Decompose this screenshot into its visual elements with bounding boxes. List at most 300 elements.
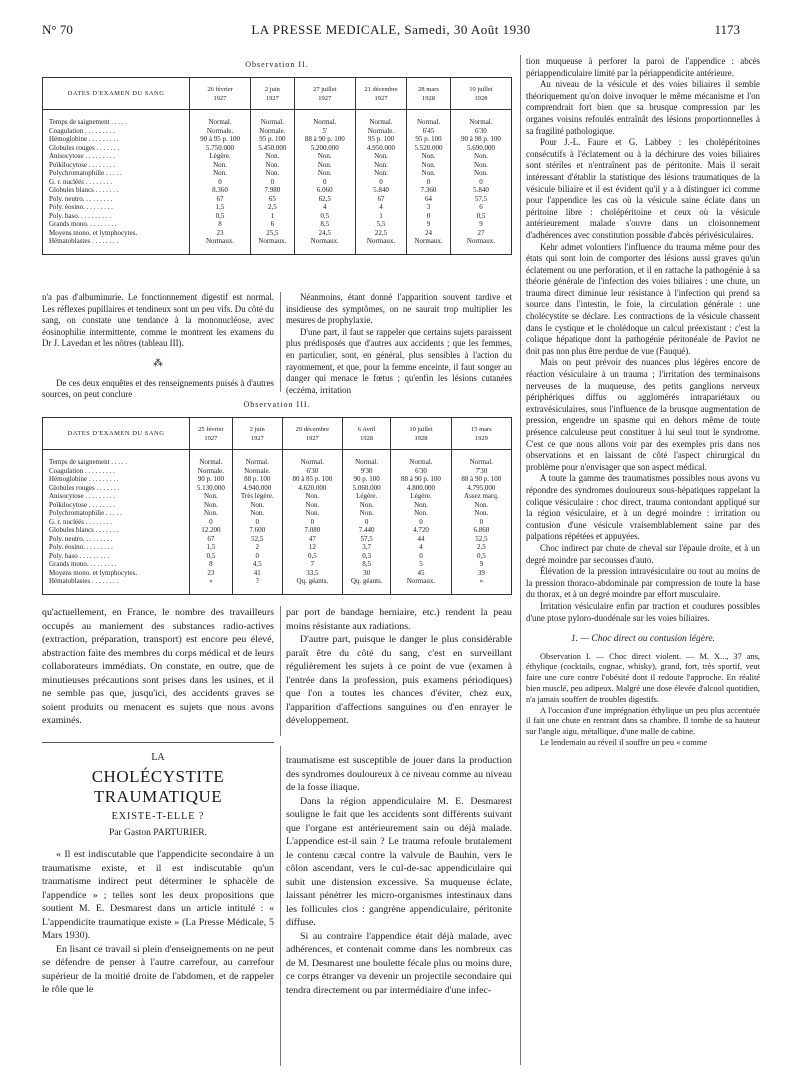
paragraph: Choc indirect par chute de cheval sur l'épaule droite, et à un degré moindre par secousses d'auto. (526, 542, 760, 565)
table-cell: 25,5 (251, 229, 295, 238)
table-cell: Non. (251, 161, 295, 170)
table-row (43, 135, 512, 144)
table-cell: Normaux. (294, 237, 355, 246)
table-cell: 41 (232, 569, 282, 578)
row-label: Hématoblastes . . . . . . . . (49, 237, 119, 245)
obs3-col-header: DATES D'EXAMEN DU SANG (43, 418, 190, 450)
table-cell: 1,5 (190, 543, 233, 552)
table-cell: 1,5 (190, 203, 251, 212)
table-spacer-cell (282, 450, 342, 459)
table-cell: 95 p. 100 (251, 135, 295, 144)
article-right-column (526, 56, 760, 749)
table-cell: 8 (190, 560, 233, 569)
table-cell: 7.440 (343, 526, 391, 535)
table-row (43, 501, 512, 510)
table-spacer-cell (451, 586, 511, 595)
row-label: Moyens mono. et lymphocytes. (49, 228, 138, 237)
table-spacer-cell (43, 246, 190, 255)
row-label: Poly. neutro. . . . . . . . . (49, 534, 113, 543)
table-cell: » (451, 577, 511, 586)
table-cell: 7.360 (407, 186, 451, 195)
table-cell: 88 à 90 p. 100 (451, 475, 511, 484)
table-cell: 5.450.000 (251, 144, 295, 153)
table-spacer-cell (282, 586, 342, 595)
table-cell: 9 (407, 220, 451, 229)
table-cell: Normal. (251, 118, 295, 127)
row-label: Hématoblastes . . . . . . . . (49, 577, 119, 585)
table-cell: 27 (450, 229, 511, 238)
obs3-date-day: 6 Avril (357, 425, 376, 433)
paragraph: Élévation de la pression intravésiculaire ou tout au moins de la pression thoraco-abdominale par compression de toute la base du thorax, et à un degré moindre par effort musculaire. (526, 566, 760, 600)
paragraph: Pour J.-L. Faure et G. Labbey : les cholépéritoines consécutifs à l'éclatement ou à la déchirure des voies biliaires sont stériles et n'entraînent pas de péritonite. Mais il serait intéressant d'établir la statistique des lésions traumatiques de la vésicule biliaire et il est évident qu'il y a à distinguer ici comme pour l'appendice les cas où la vésicule saine éclate dans un péritoine libre : cholépéritoine et ceux où la vésicule antérieurement malade s'ouvre dans un cloisonnement d'adhérences avec constitution possible d'abcès périvésiculaires. (526, 137, 760, 240)
obs2-date-header (407, 78, 451, 110)
table-cell: 0,5 (190, 212, 251, 221)
table-cell: Non. (232, 509, 282, 518)
table-cell: 30 (343, 569, 391, 578)
row-label: Hémoglobine . . . . . . . . . (49, 135, 119, 143)
table-cell: Normal. (294, 118, 355, 127)
obs3-date-day: 10 juillet (409, 425, 433, 433)
paragraph: Mais on peut prévoir des nuances plus légères encore de réaction vésiculaire à un trauma ; l'irritation des terminaisons nerveuses de la muqueuse, des petits ganglions nerveux périphériques diffus ou agglomérés intrapariétaux ou extravésiculaires, sous l'influence de la brusque augmentation de pression, engendre un spasme qui en dehors même de toute présence calculeuse peut constituer à lui seul tout le syndrome. C'est ce que nous allons voir par des exemples pris dans nos observations et en laissant de côté l'aspect chirurgical du problème pour n'envisager que son aspect médical. (526, 357, 760, 472)
table-cell: 4.950.000 (355, 144, 406, 153)
table-spacer-cell (232, 450, 282, 459)
paragraph: Kehr admet volontiers l'influence du trauma même pour des états qui sont loin de comporter des lésions aussi graves qu'un éclatement ou une perforation, et il en rattache la pathogénie à sa théorie générale de l'infection des voies biliaires : une chute, un trauma direct diminue leur résistance à l'infection qui prend sa source dans l'intestin, le foie, la circulation générale : une cholécystite se déclare. Les contractions de la vésicule chassent dans le cystique et le cholédoque un calcul préexistant : c'est la colique hépatique dont la pathogénie péritonéale de Paviot ne doit pas non plus être perdue de vue (Fauqué). (526, 241, 760, 356)
obs3-date-year: 1928 (414, 434, 428, 442)
table-cell: 0,5 (294, 212, 355, 221)
table-cell: 8 (190, 220, 251, 229)
table-cell: 5 (391, 560, 451, 569)
table-spacer-cell (251, 246, 295, 255)
table-spacer-cell (190, 246, 251, 255)
table-cell: 8.360 (190, 186, 251, 195)
table-row (43, 569, 512, 578)
table-spacer-row (43, 246, 512, 255)
table-cell: Qq. géants. (282, 577, 342, 586)
table-cell: 90 p. 100 (343, 475, 391, 484)
table-cell: 80 à 85 p. 100 (282, 475, 342, 484)
obs3-date-header (190, 418, 233, 450)
table-cell: Non. (282, 509, 342, 518)
obs2-date-header (294, 78, 355, 110)
table-cell: 4 (294, 203, 355, 212)
table-spacer-cell (251, 110, 295, 119)
table-cell: Normaux. (251, 237, 295, 246)
paragraph: tion muqueuse à perforer la paroi de l'appendice : abcès périappendiculaire limité par la périappendicite antérieure. (526, 56, 760, 78)
paragraph: A toute la gamme des traumatismes possibles nous avons vu répondre des syndromes douloureux sous-hépatiques rappelant la colique vésiculaire : choc direct, trauma contondant appliqué sur la région vésiculaire, et à un degré moindre : irritation ou contusion d'une vésicule vraisemblablement saine par des palpations répétées et appuyées. (526, 473, 760, 542)
obs2-date-header (251, 78, 295, 110)
row-label: Poly. baso. . . . . . . . . . (49, 211, 111, 220)
article-title: CHOLÉCYSTITE TRAUMATIQUE (91, 767, 225, 806)
table-row (43, 186, 512, 195)
table-row (43, 169, 512, 178)
table-cell: 90 à 98 p. 100 (450, 135, 511, 144)
table-cell: Normal. (355, 118, 406, 127)
table-cell: 1 (251, 212, 295, 221)
obs3-date-year: 1927 (305, 434, 319, 442)
paragraph: traumatisme est susceptible de jouer dans la production des syndromes douloureux à ce niveau comme au niveau de la fosse iliaque. (286, 755, 512, 793)
table-spacer-cell (407, 110, 451, 119)
table-cell: 0 (407, 212, 451, 221)
issue-date: Samedi, 30 Août 1930 (404, 22, 531, 37)
table-cell: Normal. (391, 458, 451, 467)
table-cell: 62,5 (294, 195, 355, 204)
obs2-date-header (450, 78, 511, 110)
table-cell: 4.940.000 (232, 484, 282, 493)
issue-number: N° 70 (42, 22, 73, 37)
table-cell: Non. (407, 169, 451, 178)
table-spacer-cell (451, 450, 511, 459)
table-row (43, 152, 512, 161)
text-block-mid-low (286, 606, 512, 728)
obs3-date-header (343, 418, 391, 450)
table-cell: Non. (282, 501, 342, 510)
table-spacer-cell (294, 110, 355, 119)
table-cell: Non. (251, 152, 295, 161)
table-cell: 0 (190, 178, 251, 187)
table-cell: 5.130.000 (190, 484, 233, 493)
table-cell: 67 (355, 195, 406, 204)
table-cell: Non. (294, 152, 355, 161)
obs2-date-year: 1928 (474, 94, 488, 102)
table-cell: 4.720 (391, 526, 451, 535)
table-row (43, 518, 512, 527)
obs3-date-header (282, 418, 342, 450)
table-cell: 88 p. 100 (232, 475, 282, 484)
table-cell: 23 (190, 229, 251, 238)
table-spacer-cell (190, 110, 251, 119)
table-cell: 6.860 (451, 526, 511, 535)
table-cell: 0,5 (282, 552, 342, 561)
table-cell: Non. (343, 501, 391, 510)
table-cell: Non. (451, 509, 511, 518)
table-cell: 8,5 (343, 560, 391, 569)
article-left-column (42, 746, 274, 997)
page-number: 1173 (714, 22, 740, 37)
table-cell: 22,5 (355, 229, 406, 238)
table-row (43, 161, 512, 170)
table-cell: 5.520.000 (407, 144, 451, 153)
paragraph: D'autre part, puisque le danger le plus considérable paraît être du côté du sang, c'est en surveillant régulièrement les sujets à ce point de vue (examen à l'entrée dans la profession, puis examens périodiques) que l'on a toutes les chances d'éviter, chez eux, l'apparition d'affections sanguines ou d'en enrayer le développement. (286, 634, 512, 726)
table-row (43, 492, 512, 501)
table-cell: 6'30 (391, 467, 451, 476)
table-cell: Normale. (251, 127, 295, 136)
table-cell: 4.800.000 (391, 484, 451, 493)
table-spacer-cell (43, 450, 190, 459)
page-header (42, 22, 740, 38)
table-cell: 95 p. 100 (355, 135, 406, 144)
paragraph: par port de bandage herniaire, etc.) rendent la peau moins résistante aux radiations. (286, 607, 512, 632)
table-cell: Non. (450, 169, 511, 178)
row-label: Moyens mono. et lymphocytes. (49, 568, 138, 577)
paragraph: Le lendemain au réveil il souffre un peu « comme (540, 738, 708, 748)
obs2-title: Observation II. (245, 60, 309, 69)
table-row (43, 195, 512, 204)
paragraph: Au niveau de la vésicule et des voies biliaires il semble théoriquement qu'on doive invoquer le même mécanisme et l'on comprendrait fort bien que sa brusque compression par les organes voisins refoulés entraînât des lésions proportionnelles à sa fragilité pathologique. (526, 79, 760, 136)
table-cell: Normaux. (355, 237, 406, 246)
table-cell: 5.060.000 (343, 484, 391, 493)
paragraph: D'une part, il faut se rappeler que certains sujets paraissent plus prédisposés que d'autres aux accidents ; que les femmes, en particulier, sont, en général, plus sensibles à l'action du rayonnement, et que, pour la femme enceinte, il faut songer au danger qui menace le fœtus ; qu'enfin les lésions cutanées (eczéma, irritation (286, 326, 512, 395)
table-cell: Non. (190, 169, 251, 178)
table-cell: 5.840 (355, 186, 406, 195)
obs2-date-day: 2 juin (264, 85, 280, 93)
table-cell: 6'30 (282, 467, 342, 476)
table-cell: 3,7 (343, 543, 391, 552)
table-cell: 5.750.000 (190, 144, 251, 153)
row-label: Poïkilocytose . . . . . . . . (49, 500, 116, 509)
table-cell: 5.690.000 (450, 144, 511, 153)
table-cell: Non. (355, 169, 406, 178)
table-cell: 52,5 (232, 535, 282, 544)
table-cell: 12.200 (190, 526, 233, 535)
table-cell: 1 (355, 212, 406, 221)
table-row (43, 467, 512, 476)
table-cell: 2,5 (251, 203, 295, 212)
table-spacer-cell (190, 450, 233, 459)
journal-line (42, 22, 740, 38)
table-cell: Non. (451, 501, 511, 510)
obs3-date-header (391, 418, 451, 450)
table-cell: 4 (355, 203, 406, 212)
table-cell: 0 (451, 518, 511, 527)
row-label: Grands mono. . . . . . . . . (49, 560, 117, 568)
paragraph: qu'actuellement, en France, le nombre des travailleurs occupés au maniement des substances radio-actives (extraction, préparation, transport) est encore peu élevé, abstraction faite des membres du corps médical et de leurs collaborateurs immédiats. On constate, en outre, que de minutieuses précautions sont prises dans les usines, et il ne semble pas que, jusqu'ici, des accidents graves se soient produits ou menacent es sujets que nous avons examinés. (42, 607, 274, 726)
obs3-date-day: 25 février (198, 425, 224, 433)
table-cell: Normal. (232, 458, 282, 467)
paragraph: Si au contraire l'appendice était déjà malade, avec adhérences, et contenait comme dans les nombreux cas de M. Desmarest une boulette fécale plus ou moins dure, ce corps étranger va devenir un projectile secondaire qui tendra directement ou par intermédiaire d'une infec- (286, 930, 512, 996)
table-row (43, 118, 512, 127)
obs3-date-header (451, 418, 511, 450)
table-cell: 0 (251, 178, 295, 187)
table-row (43, 543, 512, 552)
table-cell: 0,3 (343, 552, 391, 561)
text-block-mid-mid (286, 292, 512, 396)
paragraph: Dans la région appendiculaire M. E. Desmarest souligne le fait que les accidents sont différents suivant que l'organe est antérieurement sain ou déjà malade. L'appendice est-il sain ? Le trauma refoule brutalement le contenu cæcal contre la valvule de Bauhin, vers le côlon ascendant, vers le cul-de-sac appendiculaire qui subit une distension excessive. Sa muqueuse éclate, laissant pénétrer les micro-organismes intestinaux dans les follicules clos : gangrène appendiculaire, péritonite diffuse. (286, 795, 512, 928)
table-cell: 47 (282, 535, 342, 544)
row-label: Anisocytose . . . . . . . . . (49, 492, 116, 500)
obs3-date-year: 1929 (474, 434, 488, 442)
table-cell: Normal. (190, 118, 251, 127)
table-cell: Légère. (391, 492, 451, 501)
column-rule (280, 292, 281, 392)
table-cell: 3 (407, 203, 451, 212)
obs3-date-day: 29 décembre (295, 425, 330, 433)
table-cell: Normal. (451, 458, 511, 467)
table-cell: 2,5 (451, 543, 511, 552)
table-row (43, 484, 512, 493)
table-cell: Non. (190, 509, 233, 518)
row-label: Temps de saignement . . . . . (49, 118, 128, 126)
table-row (43, 577, 512, 586)
table-cell: 0,5 (190, 552, 233, 561)
obs2-date-year: 1928 (422, 94, 436, 102)
paragraph: « Il est indiscutable que l'appendicite secondaire à un traumatisme existe, et il est indiscutable qu'un traumatisme indirect peut déterminer le sphacèle de l'appendice » ; telles sont les deux propositions que soutient M. E. Desmarest dans un article intitulé : « L'appendicite traumatique existe » (La Presse Médicale, 5 Mars 1930). (42, 849, 274, 941)
table-row (43, 535, 512, 544)
obs2-col-header: DATES D'EXAMEN DU SANG (43, 78, 190, 110)
obs3-title: Observation III. (243, 400, 311, 409)
table-row (43, 526, 512, 535)
table-spacer-cell (391, 450, 451, 459)
column-rule (280, 606, 281, 736)
section-divider (42, 742, 274, 743)
table-cell: Assez marq. (451, 492, 511, 501)
article-subtitle: EXISTE-T-ELLE ? (111, 811, 205, 822)
table-cell: Normal. (450, 118, 511, 127)
table-cell: 6'45 (407, 127, 451, 136)
paragraph: n'a pas d'albuminurie. Le fonctionnement digestif est normal. Les réflexes pupillaires et tendineux sont un peu vifs. Du côté du sang, on constate une tendance à la mononucléose, avec éosinophilie intermittente, comme le montrent les examens du Dr J. Lavedan et les nôtres (tableau III). (42, 292, 274, 349)
row-label: Poly. éosino. . . . . . . . . (49, 543, 113, 551)
obs2-date-day: 10 juillet (469, 85, 493, 93)
text-block-left-mid (42, 292, 274, 401)
row-label: Polychromatophilie . . . . . (49, 509, 122, 517)
obs3-date-day: 2 juin (249, 425, 265, 433)
text-block-left-low (42, 606, 274, 728)
row-label: Globules rouges . . . . . . . (49, 483, 120, 492)
obs3-date-year: 1927 (250, 434, 264, 442)
obs2-date-header (355, 78, 406, 110)
table-cell: 6 (450, 203, 511, 212)
table-cell: Non. (294, 169, 355, 178)
table-cell: 88 à 90 p. 100 (391, 475, 451, 484)
table-cell: Non. (391, 501, 451, 510)
table-cell: Non. (282, 492, 342, 501)
row-label: Anisocytose . . . . . . . . . (49, 152, 116, 160)
table-cell: 0 (355, 178, 406, 187)
table-spacer-cell (407, 246, 451, 255)
table-cell: 5.840 (450, 186, 511, 195)
table-cell: Normaux. (450, 237, 511, 246)
table-cell: 90 p. 100 (190, 475, 233, 484)
table-cell: 4.795.000 (451, 484, 511, 493)
obs3-date-year: 1927 (204, 434, 218, 442)
obs2-date-day: 21 décembre (364, 85, 398, 93)
table-cell: 6 (251, 220, 295, 229)
table-cell: 0 (232, 518, 282, 527)
table-spacer-cell (343, 586, 391, 595)
row-label: G. r. nucléés . . . . . . . . (49, 177, 112, 186)
table-cell: 24,5 (294, 229, 355, 238)
table-cell: Non. (450, 161, 511, 170)
paragraph: Observation I. — Choc direct violent. — M. X..., 37 ans, éthylique (cocktails, cognac, whisky), grand, fort, très sportif, veut faire une cure contre l'obésité dont il redoute l'approche. En réalité bien musclé, peu adipeux. Malgré une dose élevée d'alcool quotidien, n'a jamais souffert de troubles digestifs. (526, 651, 760, 704)
table-spacer-cell (43, 586, 190, 595)
table-cell: Légère. (190, 152, 251, 161)
table-cell: 8,5 (294, 220, 355, 229)
table-cell: Normale. (355, 127, 406, 136)
table-spacer-cell (450, 246, 511, 255)
table-spacer-cell (190, 586, 233, 595)
table-cell: Normal. (407, 118, 451, 127)
table-cell: 0 (450, 178, 511, 187)
table-spacer-row (43, 450, 512, 459)
obs2-date-year: 1927 (213, 94, 227, 102)
row-label: Globules rouges . . . . . . . (49, 143, 120, 152)
table-cell: Non. (407, 152, 451, 161)
asterism: ⁂ (153, 357, 163, 369)
table-cell: Non. (251, 169, 295, 178)
row-label: Poly. éosino. . . . . . . . . (49, 203, 113, 211)
paragraph: De ces deux enquêtes et des renseignements puisés à d'autres sources, on peut conclure (42, 377, 274, 400)
paragraph: Néanmoins, étant donné l'apparition souvent tardive et insidieuse des symptômes, on ne saurait trop multiplier les mesures de prophylaxie. (286, 292, 512, 326)
obs2-date-day: 26 février (207, 85, 233, 93)
table-cell: Normal. (282, 458, 342, 467)
table-cell: 0,5 (450, 212, 511, 221)
row-label: G. r. nucléés . . . . . . . . (49, 517, 112, 526)
table-cell: 24 (407, 229, 451, 238)
table-cell: 52,5 (451, 535, 511, 544)
table-cell: Qq. géants. (343, 577, 391, 586)
table-cell: 65 (251, 195, 295, 204)
table-spacer-cell (355, 246, 406, 255)
table-row (43, 475, 512, 484)
table-spacer-cell (450, 110, 511, 119)
table-cell: Légère. (343, 492, 391, 501)
table-cell: 4,5 (232, 560, 282, 569)
table-cell: 6.060 (294, 186, 355, 195)
table-cell: 45 (391, 569, 451, 578)
obs2-date-day: 27 juillet (313, 85, 337, 93)
table-cell: 44 (391, 535, 451, 544)
article-author: Par Gaston PARTURIER. (108, 828, 208, 838)
table-cell: 4.620.000 (282, 484, 342, 493)
obs2-date-header (190, 78, 251, 110)
table-cell: 6'30 (450, 127, 511, 136)
table-cell: Non. (343, 509, 391, 518)
table-cell: Non. (294, 161, 355, 170)
table-row (43, 212, 512, 221)
article-mid-column (286, 754, 512, 997)
table-cell: 9 (451, 560, 511, 569)
obs2-date-year: 1927 (265, 94, 279, 102)
table-row (43, 229, 512, 238)
table-spacer-row (43, 586, 512, 595)
row-label: Grands mono. . . . . . . . . (49, 220, 117, 228)
row-label: Coagulation . . . . . . . . . (49, 126, 115, 135)
paragraph: Irritation vésiculaire enfin par traction et coudures possibles d'une ptose pyloro-duodénale sur les voies biliaires. (526, 600, 760, 623)
table-spacer-cell (343, 450, 391, 459)
table-cell: Normaux. (190, 237, 251, 246)
table-cell: Non. (190, 492, 233, 501)
paragraph: A l'occasion d'une imprégnation éthylique un peu plus accentuée il fait une chute en rentrant dans sa chambre. Il tombe de sa hauteur sur l'angle aigu, métallique, d'une malle de cabine. (526, 705, 760, 737)
table-cell: 7.980 (251, 186, 295, 195)
table-cell: 5.200.000 (294, 144, 355, 153)
table-cell: 88 à 90 p. 100 (294, 135, 355, 144)
table-cell: 7.080 (282, 526, 342, 535)
table-cell: 0,5 (451, 552, 511, 561)
table-row (43, 144, 512, 153)
table-cell: 57,5 (343, 535, 391, 544)
table-row (43, 458, 512, 467)
table-row (43, 220, 512, 229)
table-row (43, 237, 512, 246)
column-rule (520, 55, 521, 1065)
table-row (43, 552, 512, 561)
table-cell: 7.600 (232, 526, 282, 535)
paragraph: En lisant ce travail si plein d'enseignements on ne peut se défendre de penser à l'autre carrefour, au carrefour supérieur de la moitié droite de l'abdomen, et de rappeler le rôle que le (42, 943, 274, 995)
row-label: Globules blancs . . . . . . . (49, 526, 119, 534)
table-cell: Non. (355, 152, 406, 161)
table-cell: Non. (391, 509, 451, 518)
table-cell: 67 (190, 535, 233, 544)
table-cell: Normaux. (391, 577, 451, 586)
table-cell: 0 (190, 518, 233, 527)
table-cell: 9'30 (343, 467, 391, 476)
row-label: Poly. baso . . . . . . . . . (49, 551, 110, 560)
table-cell: Normale. (190, 467, 233, 476)
table-cell: 12 (282, 543, 342, 552)
table-spacer-cell (294, 246, 355, 255)
table-cell: 64 (407, 195, 451, 204)
table-cell: 0 (232, 552, 282, 561)
table-cell: 95 p. 100 (407, 135, 451, 144)
